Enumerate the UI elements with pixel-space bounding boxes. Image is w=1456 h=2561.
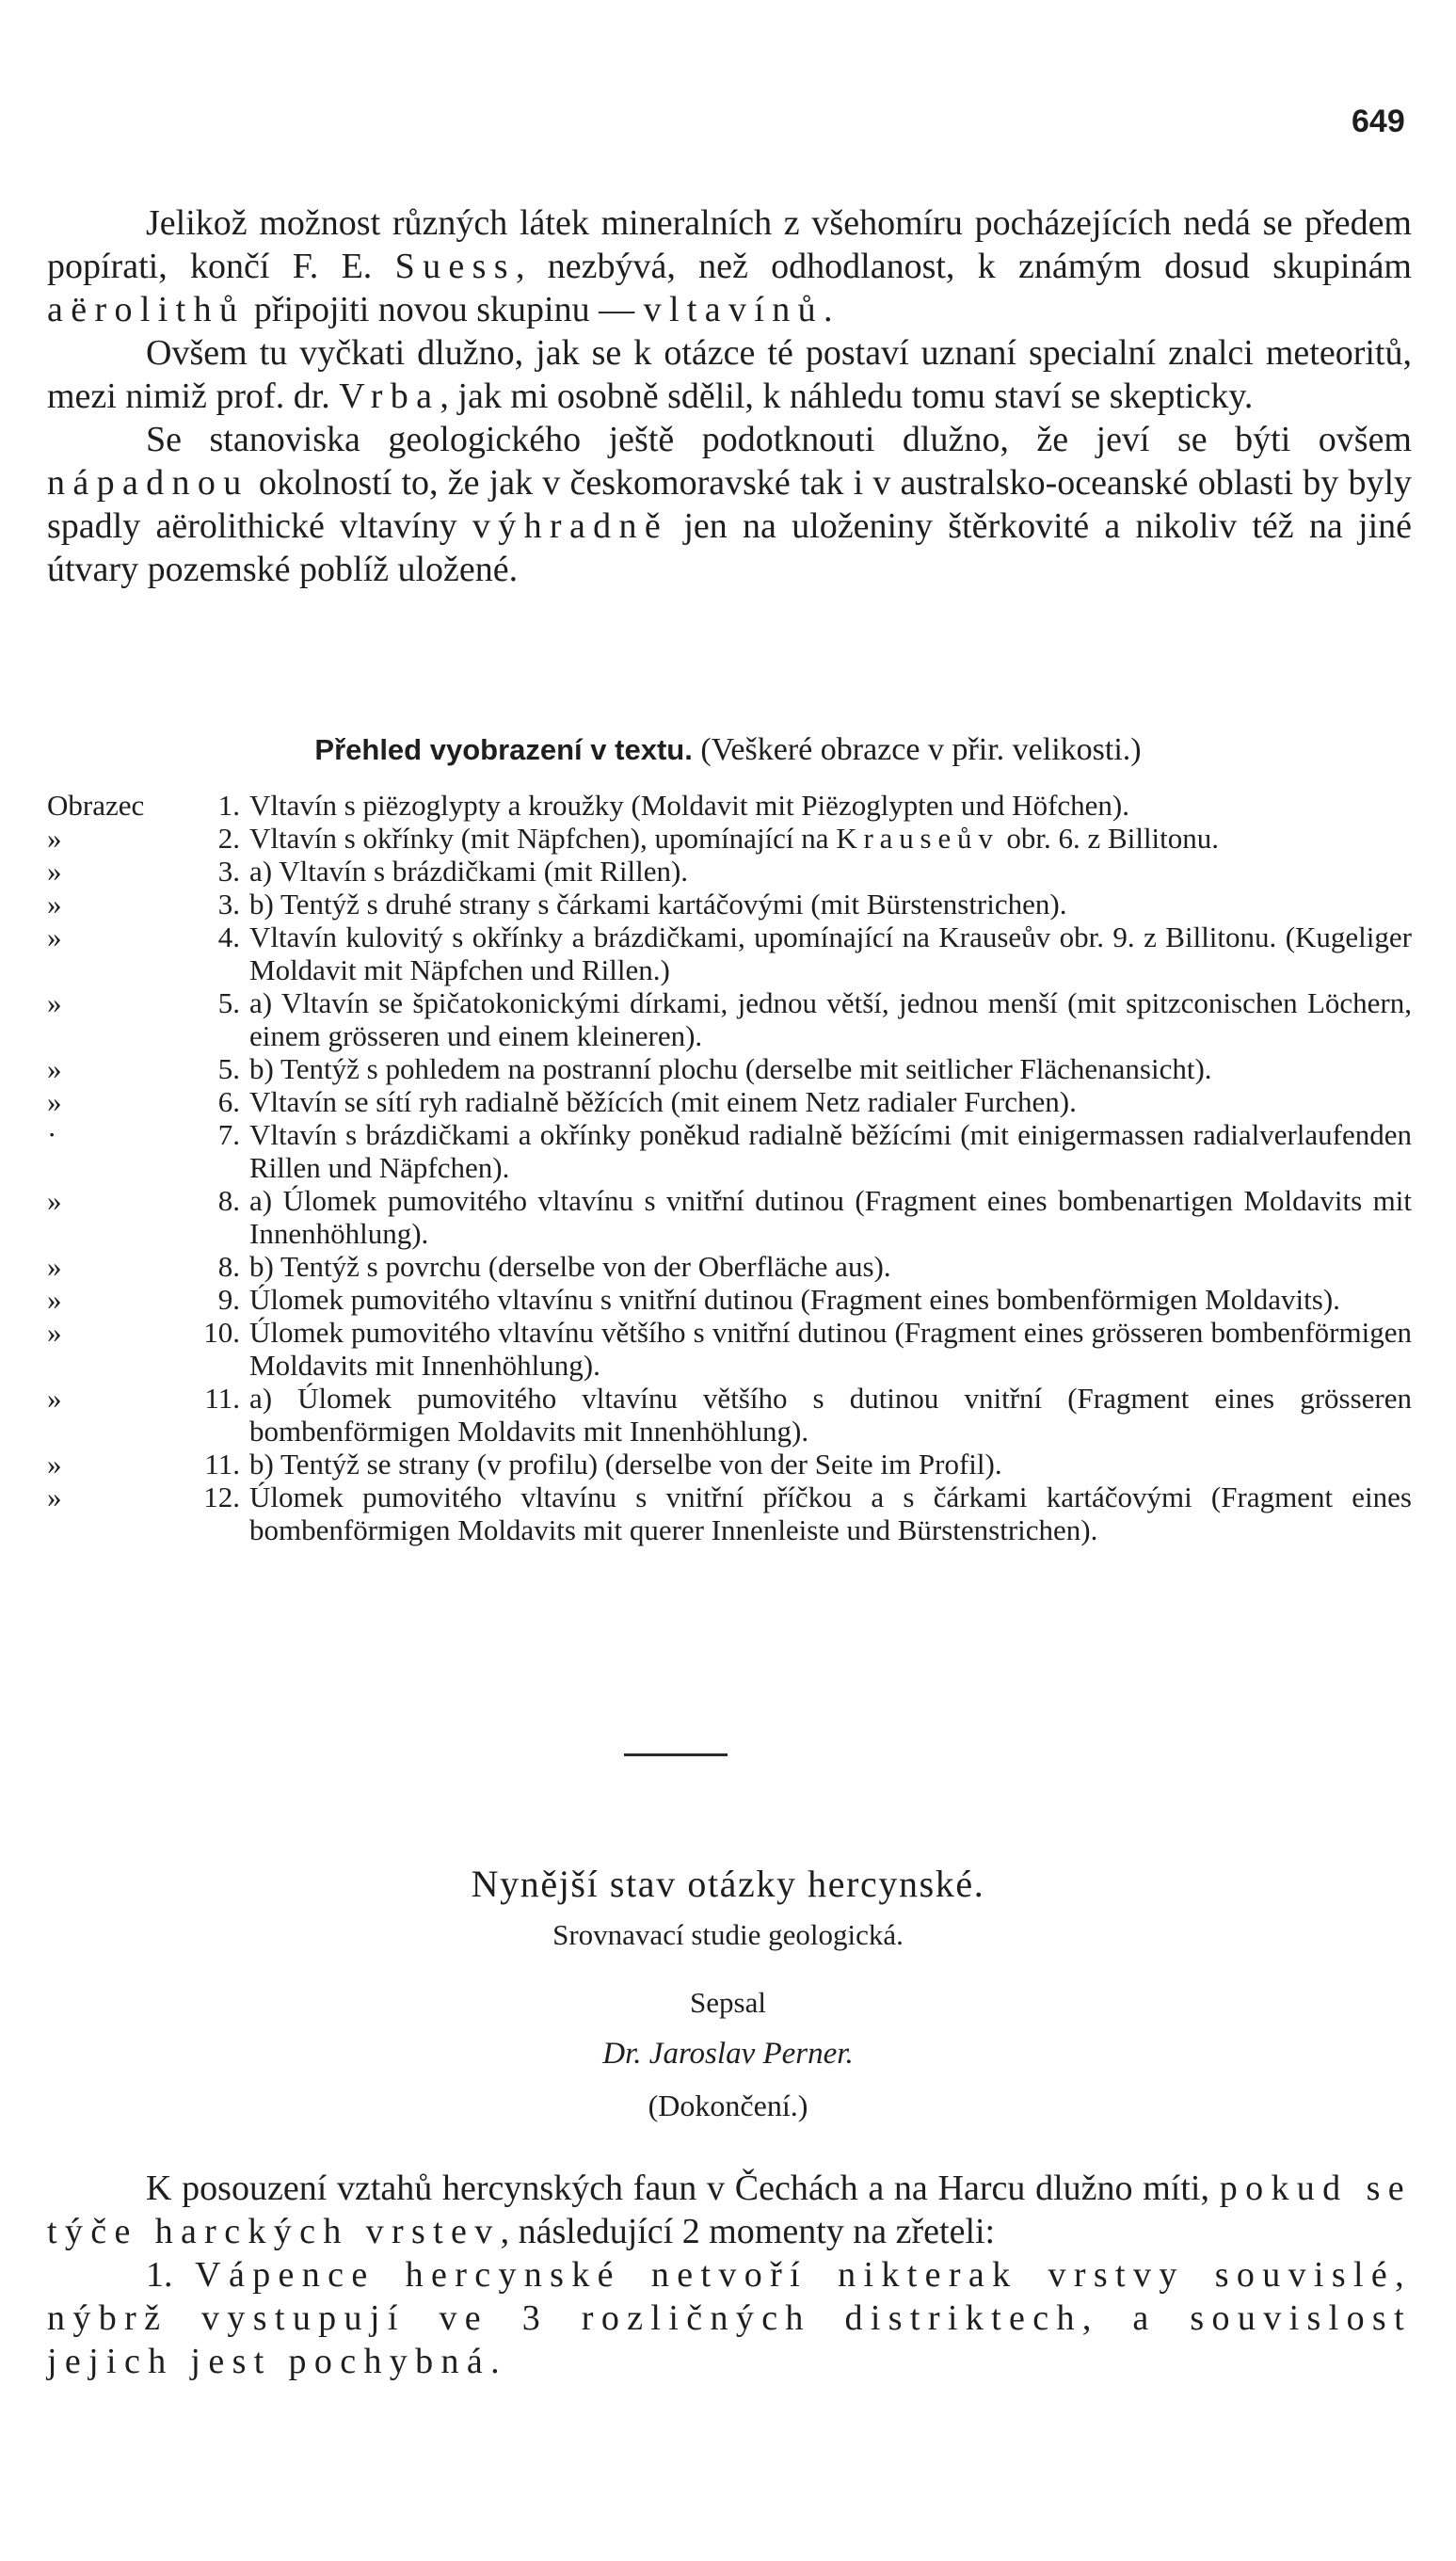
figure-lead: »: [47, 1382, 62, 1415]
figure-lead: »: [47, 822, 62, 855]
figure-caption: Vltavín s piëzoglypty a kroužky (Moldavit mit Piëzoglypten und Höfchen).: [249, 789, 1129, 822]
figure-caption: b) Tentýž s povrchu (derselbe von der Oberfläche aus).: [249, 1250, 891, 1283]
figure-caption: Úlomek pumovitého vltavínu s vnitřní dutinou (Fragment eines bombenförmigen Moldavits).: [249, 1283, 1340, 1316]
figure-number: 10.: [203, 1316, 240, 1349]
spaced-name: Vrba: [339, 376, 440, 416]
figure-caption: a) Úlomek pumovitého vltavínu s vnitřní dutinou (Fragment eines bombenartigen Moldavits mit Innenhöhlung).: [249, 1184, 1412, 1250]
article-note: (Dokončení.): [648, 2089, 808, 2122]
figure-number: 2.: [217, 822, 240, 855]
spaced-term: vltavínů: [643, 290, 824, 329]
figure-item: [47, 920, 1412, 986]
section-divider: [624, 1753, 728, 1756]
figure-caption: a) Úlomek pumovitého vltavínu většího s dutinou vnitřní (Fragment eines grösseren bombenförmigen Moldavits mit Innenhöhlung).: [249, 1382, 1412, 1448]
figure-lead: »: [47, 1052, 62, 1085]
article-subtitle: Srovnavací studie geologická.: [552, 1918, 904, 1951]
spaced-name: Suess: [394, 247, 516, 286]
figure-item: [47, 1382, 1412, 1448]
figure-item: [47, 986, 1412, 1052]
article-byline: Sepsal: [690, 1986, 766, 2019]
page-number: 649: [1352, 104, 1405, 139]
article-title: Nynější stav otázky hercynské.: [471, 1863, 985, 1905]
figure-number: 5.: [217, 986, 240, 1019]
spaced-term: nápadnou: [47, 463, 249, 503]
figure-item: [47, 1052, 1412, 1085]
figure-number: 9.: [217, 1283, 240, 1316]
figure-number: 5.: [217, 1052, 240, 1085]
figure-item: [47, 1118, 1412, 1184]
figure-caption: Vltavín kulovitý s okřínky a brázdičkami, upomínající na Krauseův obr. 9. z Billitonu. (Kugeliger Moldavit mit Näpfchen und Rillen.): [249, 920, 1412, 986]
paragraph: K posouzení vztahů hercynských faun v Čechách a na Harcu dlužno míti, pokud se týče harckých vrstev, následující 2 momenty na zřeteli:: [47, 2169, 1412, 2251]
figure-lead: »: [47, 888, 62, 920]
figure-number: 12.: [203, 1481, 240, 1513]
figure-caption: Vltavín s okřínky (mit Näpfchen), upomínající na Krauseův obr. 6. z Billitonu.: [249, 822, 1220, 855]
figure-number: 1.: [217, 789, 240, 822]
figure-item: [47, 1250, 1412, 1283]
spaced-term: aërolithů: [47, 290, 246, 329]
figure-item: [47, 1481, 1412, 1546]
spaced-term: výhradně: [472, 506, 669, 546]
figure-number: 6.: [217, 1085, 240, 1118]
figure-lead: »: [47, 1085, 62, 1118]
figure-number: 11.: [204, 1382, 240, 1415]
figure-lead: »: [47, 986, 62, 1019]
figure-caption: b) Tentýž se strany (v profilu) (derselbe von der Seite im Profil).: [249, 1448, 1002, 1481]
figure-item: [47, 1283, 1412, 1316]
figure-caption: a) Vltavín se špičatokonickými dírkami, jednou větší, jednou menší (mit spitzconischen Löchern, einem grösseren und einem kleineren).: [249, 986, 1412, 1052]
figure-lead: »: [47, 1316, 62, 1349]
figure-number: 3.: [217, 888, 240, 920]
figure-lead: »: [47, 1448, 62, 1481]
figure-item: [47, 1085, 1412, 1118]
figure-caption: Úlomek pumovitého vltavínu s vnitřní příčkou a s čárkami kartáčovými (Fragment eines bombenförmigen Moldavits mit querer Innenleiste und Bürstenstrichen).: [249, 1481, 1412, 1546]
figure-list-heading: [0, 732, 1456, 768]
paragraph: Ovšem tu vyčkati dlužno, jak se k otázce té postaví uznaní specialní znalci meteoritů, mezi nimiž prof. dr. Vrba, jak mi osobně sdělil, k náhledu tomu staví se skepticky.: [47, 333, 1412, 416]
figure-list-note: (Veškeré obrazce v přir. velikosti.): [700, 732, 1142, 767]
figure-caption: Vltavín s brázdičkami a okřínky poněkud radialně běžícími (mit einigermassen radialverlaufenden Rillen und Näpfchen).: [249, 1118, 1412, 1184]
figure-item: [47, 888, 1412, 920]
figure-caption: a) Vltavín s brázdičkami (mit Rillen).: [249, 855, 689, 888]
figure-lead: »: [47, 1184, 62, 1217]
figure-item: [47, 822, 1412, 855]
figure-number: 4.: [217, 920, 240, 953]
figure-lead: »: [47, 855, 62, 888]
figure-number: 3.: [217, 855, 240, 888]
figure-item: [47, 1316, 1412, 1382]
figure-number: 8.: [217, 1184, 240, 1217]
article-body: [47, 2167, 1412, 2383]
spaced-term: pokud se týče harckých vrstev: [47, 2169, 1412, 2251]
figure-item: [47, 1448, 1412, 1481]
figure-lead: »: [47, 1250, 62, 1283]
figure-item: [47, 789, 1412, 822]
article-author: Dr. Jaroslav Perner.: [602, 2037, 854, 2071]
figure-list: [47, 789, 1412, 1546]
spaced-name: Krauseův: [836, 822, 1000, 855]
figure-number: 8.: [217, 1250, 240, 1283]
figure-caption: Úlomek pumovitého vltavínu většího s vnitřní dutinou (Fragment eines grösseren bombenförmigen Moldavits mit Innenhöhlung).: [249, 1316, 1412, 1382]
spaced-term: Vápence hercynské netvoří nikterak vrstvy souvislé, nýbrž vystupují ve 3 rozličných distriktech, a souvislost jejich jest pochybná: [47, 2255, 1412, 2381]
intro-text: [47, 201, 1412, 591]
figure-item: [47, 855, 1412, 888]
paragraph: Se stanoviska geologického ještě podotknouti dlužno, že jeví se býti ovšem nápadnou okolností to, že jak v českomoravské tak i v australsko-oceanské oblasti by byly spadly aërolithické vltavíny výhradně jen na uloženiny štěrkovité a nikoliv též na jiné útvary pozemské poblíž uložené.: [47, 420, 1412, 589]
figure-caption: b) Tentýž s pohledem na postranní plochu (derselbe mit seitlicher Flächenansicht).: [249, 1052, 1212, 1085]
figure-number: 11.: [204, 1448, 240, 1481]
paragraph: 1. Vápence hercynské netvoří nikterak vrstvy souvislé, nýbrž vystupují ve 3 rozličných distriktech, a souvislost jejich jest pochybná.: [47, 2255, 1412, 2381]
figure-lead: »: [47, 1283, 62, 1316]
figure-lead: Obrazec: [47, 789, 145, 822]
paragraph: Jelikož možnost různých látek mineralních z všehomíru pocházejících nedá se předem popírati, končí F. E. Suess, nezbývá, než odhodlanost, k známým dosud skupinám aërolithů připojiti novou skupinu — vltavínů.: [47, 203, 1412, 329]
figure-lead: ·: [47, 1118, 57, 1151]
figure-list-title: Přehled vyobrazení v textu.: [314, 733, 693, 766]
figure-caption: Vltavín se sítí ryh radialně běžících (mit einem Netz radialer Furchen).: [249, 1085, 1077, 1118]
figure-item: [47, 1184, 1412, 1250]
figure-caption: b) Tentýž s druhé strany s čárkami kartáčovými (mit Bürstenstrichen).: [249, 888, 1067, 920]
figure-lead: »: [47, 1481, 62, 1513]
figure-lead: »: [47, 920, 62, 953]
figure-number: 7.: [217, 1118, 240, 1151]
